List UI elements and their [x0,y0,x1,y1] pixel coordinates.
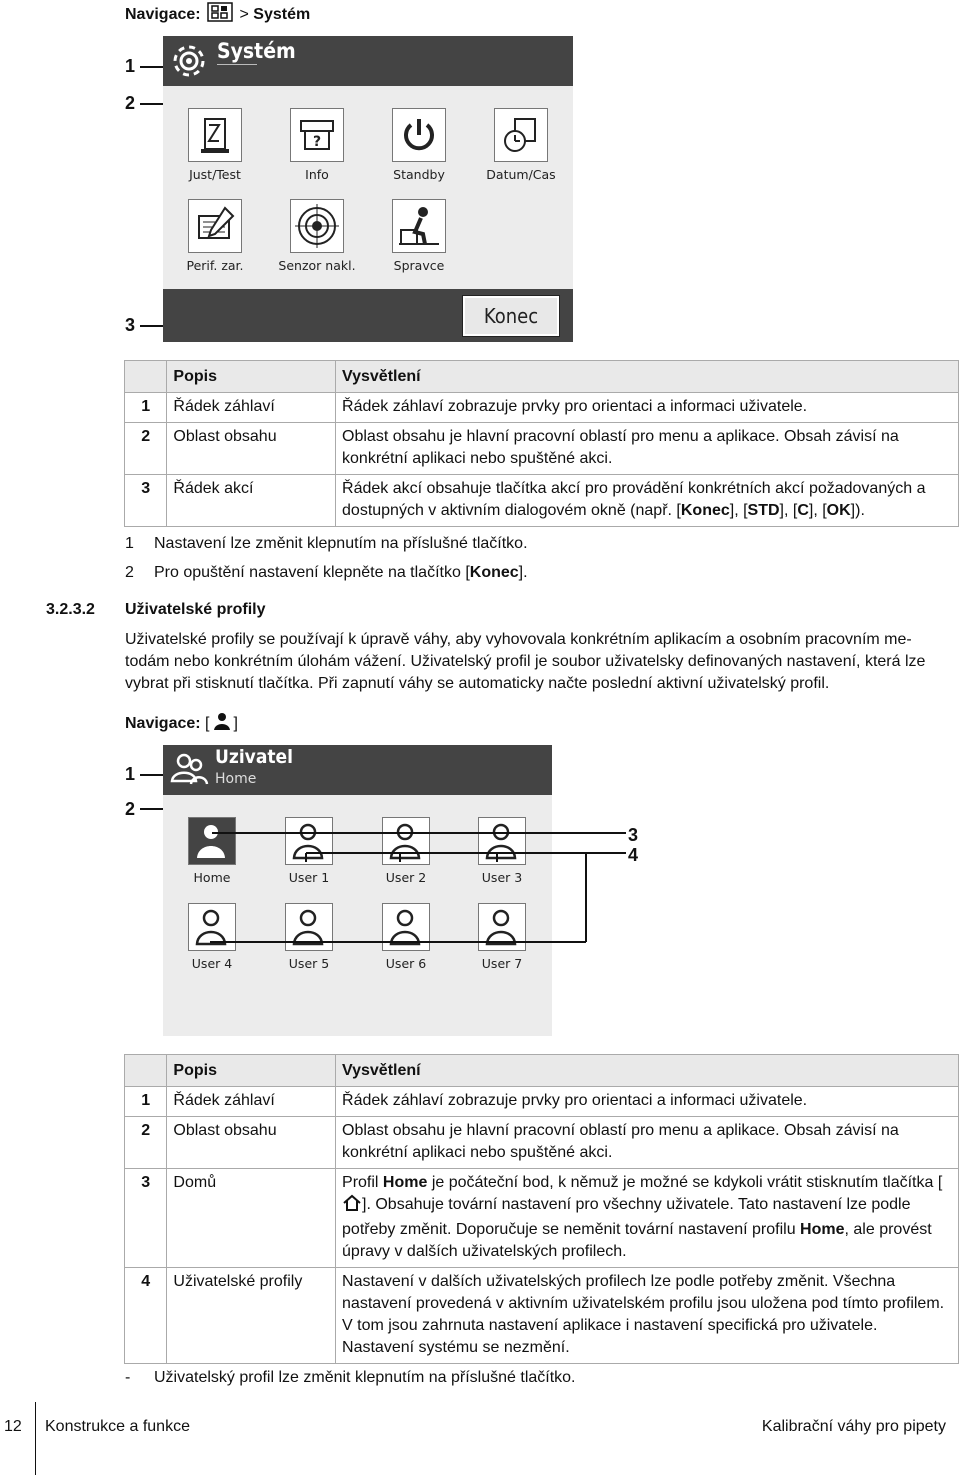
callout-2: 2 [125,799,136,819]
profile-user6-button[interactable]: User 6 [358,903,454,971]
screen-subtitle: Home [215,771,257,787]
nav-separator: > [239,6,249,23]
nav-target: Systém [253,6,311,23]
footer-divider [35,1402,36,1475]
description-table-user: Popis Vysvětlení 1 Řádek záhlaví Řádek záhlaví zobrazuje prvky pro orientaci a informaci uživatele. 2 Oblast obsahu Oblast obsahu je hlavní pracovní oblastí pro menu a aplikace. Obsah závisí na konkrétní aplikaci nebo spuštěné akci. 3 Domů Profil Home je počáteční bod, k němuž je možné se kdykoli vrátit stisknutím tlačítka []. Obsahuje tovární nastavení pro všechny uživatele. Tato nastavení lze podle potřeby změnit. Doporučuje se neměnit tovární nastavení profilu Home, ale provést úpravy v dalších uživatelských profilech. 4 Uživatelské profily Nastavení v dalších uživatelských profilech lze podle potřeby změnit. Všechna nastavení provedená v aktivním uživatelském profilu jsou uložena pod tímto profilem. V tom jsou zahrnuta nastavení aplikace i nastavení specifická pro uživatele. Nastavení systému se nezmění. [124,1054,959,1364]
profile-user3-button[interactable]: User 3 [454,817,550,885]
footer-title: Kalibrační váhy pro pipety [761,1418,946,1435]
tile-label: Just/Test [189,167,241,182]
profile-home-button[interactable]: Home [164,817,260,885]
col-header-vysvetleni: Vysvětlení [336,361,959,393]
tile-label: Senzor nakl. [278,258,356,273]
profile-user1-button[interactable]: User 1 [261,817,357,885]
table-row: 3 Řádek akcí Řádek akcí obsahuje tlačítka akcí pro provádění konkrétních akcí požadovaných a dostupných v aktivním dialogovém okně (např. [Konec], [STD], [C], [OK]). [125,475,959,527]
section-paragraph: Uživatelské profily se používají k úpravě váhy, aby vyhovovala konkrétním aplikacím a osobním pracovním me- todám nebo konkrétním úlohám vážení. Uživatelský profil je soubor uživatelsky definovaných nastavení, která lze vybrat při stisknutí tlačítka. Při zapnutí váhy se automaticky načte poslední aktivní uživatelský profil. [125,631,926,692]
tile-label: Spravce [393,258,445,273]
note-user: - Uživatelský profil lze změnit klepnutím na příslušné tlačítko. [125,1369,576,1386]
konec-button[interactable]: Konec [463,296,559,336]
callout-2: 2 [125,93,136,113]
table-row: 1 Řádek záhlaví Řádek záhlaví zobrazuje prvky pro orientaci a informaci uživatele. [125,1087,959,1117]
tile-label: Datum/Cas [486,167,556,182]
callout-1: 1 [125,56,136,76]
table-row: 4 Uživatelské profily Nastavení v dalších uživatelských profilech lze podle potřeby změnit. Všechna nastavení provedená v aktivním uživatelském profilu jsou uložena pod tímto profilem. V tom jsou zahrnuta nastavení aplikace i nastavení specifická pro uživatele. Nastavení systému se nezmění. [125,1268,959,1364]
profile-user5-button[interactable]: User 5 [261,903,357,971]
section-number: 3.2.3.2 [46,601,95,618]
callout-4: 4 [628,845,639,865]
home-icon [342,1194,362,1219]
table-row: 2 Oblast obsahu Oblast obsahu je hlavní pracovní oblastí pro menu a aplikace. Obsah závisí na konkrétní aplikaci nebo spuštěné akci. [125,1117,959,1169]
profile-user4-button[interactable]: User 4 [164,903,260,971]
callout-1: 1 [125,764,136,784]
table-row: 3 Domů Profil Home je počáteční bod, k němuž je možné se kdykoli vrátit stisknutím tlačítka []. Obsahuje tovární nastavení pro všechny uživatele. Tato nastavení lze podle potřeby změnit. Doporučuje se neměnit tovární nastavení profilu Home, ale provést úpravy v dalších uživatelských profilech. [125,1169,959,1268]
navigation-path-user: Navigace: [ ] [125,711,238,736]
note-1: 1 Nastavení lze změnit klepnutím na příslušné tlačítko. [125,535,528,552]
profile-user2-button[interactable]: User 2 [358,817,454,885]
profile-user7-button[interactable]: User 7 [454,903,550,971]
tile-label: Perif. zar. [186,258,244,273]
callout-3: 3 [628,825,639,845]
tile-label: Standby [393,167,445,182]
table-row: 1 Řádek záhlaví Řádek záhlaví zobrazuje prvky pro orientaci a informaci uživatele. [125,393,959,423]
page-number: 12 [4,1418,22,1435]
table-row: 2 Oblast obsahu Oblast obsahu je hlavní pracovní oblastí pro menu a aplikace. Obsah závisí na konkrétní aplikaci nebo spuštěné akci. [125,423,959,475]
svg-text:?: ? [312,134,322,150]
screen-title: Systém [217,39,296,63]
nav-prefix: Navigace: [125,6,201,23]
tile-label: Info [305,167,329,182]
section-title: Uživatelské profily [125,601,266,618]
note-2: 2 Pro opuštění nastavení klepněte na tlačítko [Konec]. [125,564,528,581]
footer-chapter: Konstrukce a funkce [45,1418,190,1435]
screen-title: Uzivatel [215,746,293,768]
col-header-popis: Popis [167,361,336,393]
callout-3: 3 [125,315,136,335]
